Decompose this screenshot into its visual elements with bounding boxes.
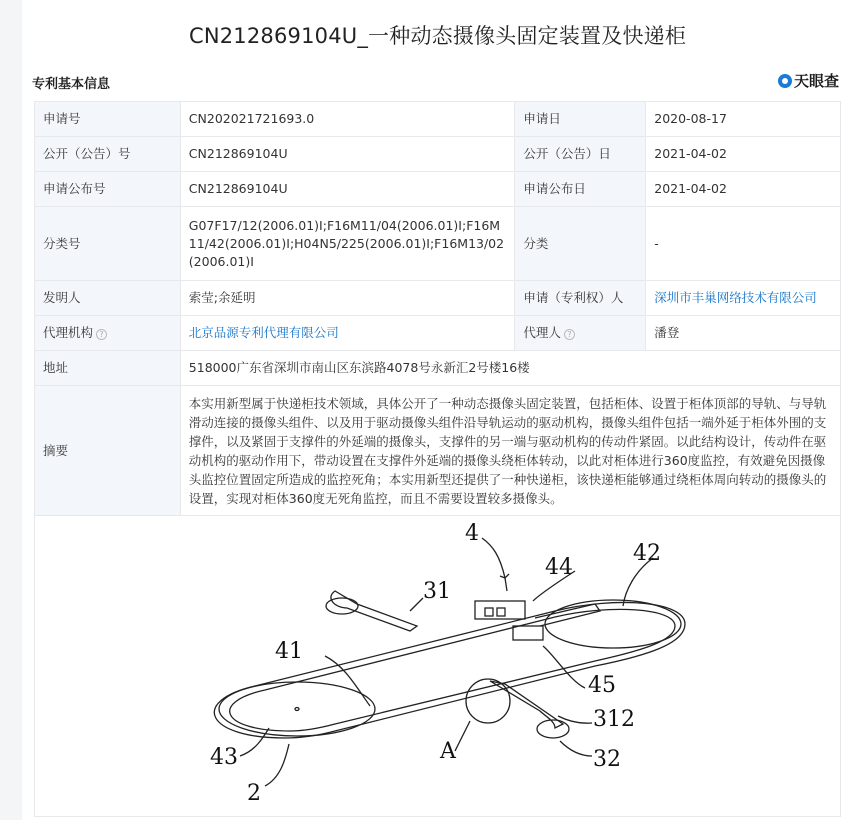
address-label: 地址 [35,351,181,386]
classification-no-label: 分类号 [35,207,181,281]
support-arm-31 [331,591,417,631]
announcement-no-value: CN212869104U [180,172,515,207]
table-row [35,281,841,316]
table-row [35,207,841,281]
announcement-date-label: 申请公布日 [515,172,646,207]
publication-no-value: CN212869104U [180,137,515,172]
brand-logo[interactable] [778,70,839,91]
announcement-no-label: 申请公布号 [35,172,181,207]
figure-label-44: 44 [545,555,573,580]
applicant-link[interactable]: 深圳市丰巢网络技术有限公司 [646,281,841,316]
abstract-value: 本实用新型属于快递柜技术领域，具体公开了一种动态摄像头固定装置，包括柜体、设置于柜体顶部的导轨、与导轨滑动连接的摄像头组件、以及用于驱动摄像头组件沿导轨运动的驱动机构，摄像头组件包括一端外延于柜体外围的支撑件，以及紧固于支撑件的外延端的摄像头，支撑件的另一端与驱动机构的传动件紧固。以此结构设计，传动件在驱动机构的驱动作用下，带动设置在支撑件外延端的摄像头绕柜体转动，以此对柜体进行360度监控，有效避免因摄像头监控位置固定所造成的监控死角；本实用新型还提供了一种快递柜，该快递柜能够通过绕柜体周向转动的摄像头的设置，实现对柜体360度无死角监控，而且不需要设置较多摄像头。 [180,386,840,516]
agent-label: 代理人 [523,325,561,340]
help-icon[interactable]: ? [564,329,575,340]
agency-link[interactable]: 北京品源专利代理有限公司 [180,316,515,351]
agent-label-cell [515,316,646,351]
figure-label-42: 42 [633,541,661,566]
application-no-label: 申请号 [35,102,181,137]
detail-circle-a [466,679,510,723]
figure-label-312: 312 [593,707,635,732]
figure-label-45: 45 [588,673,616,698]
application-date-label: 申请日 [515,102,646,137]
table-row [35,102,841,137]
tianyancha-logo-icon [778,74,792,88]
figure-label-41: 41 [275,639,303,664]
agency-label: 代理机构 [43,325,94,340]
section-heading: 专利基本信息 [32,77,111,92]
patent-drawing [35,516,840,816]
patent-page [22,0,853,820]
figure-label-31: 31 [423,579,451,604]
help-icon[interactable]: ? [96,329,107,340]
right-pulley-42 [545,600,681,648]
figure-label-32: 32 [593,747,621,772]
classification-no-value: G07F17/12(2006.01)I;F16M11/04(2006.01)I;F16M11/42(2006.01)I;H04N5/225(2006.01)I;F16M13/02(2006.01)I [180,207,515,281]
inventor-label: 发明人 [35,281,181,316]
figure-cell [35,516,841,817]
agency-label-cell [35,316,181,351]
application-date-value: 2020-08-17 [646,102,841,137]
drive-45 [513,626,543,640]
patent-info-table [34,101,841,817]
figure-label-a: A [440,739,456,764]
abstract-label: 摘要 [35,386,181,516]
left-margin [0,0,22,820]
classification-value: - [646,207,841,281]
publication-no-label: 公开（公告）号 [35,137,181,172]
publication-date-value: 2021-04-02 [646,137,841,172]
table-row [35,316,841,351]
figure-label-43: 43 [210,745,238,770]
table-row [35,516,841,817]
page-title: CN212869104U_一种动态摄像头固定装置及快递柜 [188,24,687,48]
table-row [35,386,841,516]
inventor-value: 索莹;余延明 [180,281,515,316]
support-arm-312 [490,681,563,728]
figure-label-2: 2 [247,781,261,806]
figure-label-4: 4 [465,521,479,546]
brand-name: 天眼查 [793,72,839,90]
publication-date-label: 公开（公告）日 [515,137,646,172]
table-row [35,351,841,386]
table-row [35,137,841,172]
classification-label: 分类 [515,207,646,281]
left-pulley-43 [219,682,375,736]
application-no-value: CN202021721693.0 [180,102,515,137]
agent-value: 潘登 [646,316,841,351]
applicant-label: 申请（专利权）人 [515,281,646,316]
address-value: 518000广东省深圳市南山区东滨路4078号永新汇2号楼16楼 [180,351,840,386]
table-row [35,172,841,207]
announcement-date-value: 2021-04-02 [646,172,841,207]
